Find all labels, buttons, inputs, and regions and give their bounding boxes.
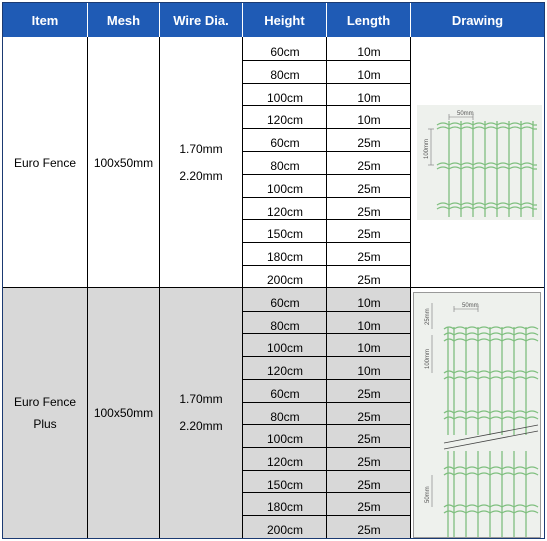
euro-fence-plus-mesh-icon: [414, 293, 540, 537]
height-cell: 180cm: [266, 500, 304, 515]
length-cell: 10m: [357, 113, 381, 128]
row-divider: [243, 515, 411, 516]
wire-label: 1.70mm: [179, 141, 223, 156]
height-cell: 80cm: [270, 318, 300, 333]
length-cell: 25m: [357, 181, 381, 196]
row-divider: [243, 83, 411, 84]
row-divider: [243, 174, 411, 175]
length-cell: 25m: [357, 477, 381, 492]
mesh-label: 100x50mm: [93, 406, 154, 420]
row-divider: [243, 379, 411, 380]
height-cell: 120cm: [266, 364, 304, 379]
length-cell: 25m: [357, 386, 381, 401]
dimension-label: 100mm: [424, 138, 430, 159]
header-drawing: Drawing: [411, 3, 544, 37]
height-cell: 80cm: [270, 159, 300, 173]
row-divider: [243, 492, 411, 493]
wire-label: 2.20mm: [179, 419, 223, 433]
length-cell: 10m: [357, 90, 381, 105]
row-divider: [243, 265, 411, 266]
item-label: Euro Fence: [13, 395, 77, 409]
item-label: Euro Fence: [13, 155, 77, 170]
length-cell: 25m: [357, 523, 381, 537]
height-cell: 60cm: [270, 136, 300, 151]
height-cell: 120cm: [266, 204, 304, 219]
header-item: Item: [3, 3, 88, 37]
row-divider: [243, 151, 411, 152]
row-divider: [243, 105, 411, 106]
length-cell: 25m: [357, 409, 381, 424]
dimension-label: 50mm: [462, 303, 479, 309]
dimension-label: 100mm: [425, 348, 431, 369]
row-divider: [243, 242, 411, 243]
section-divider: [3, 287, 544, 288]
length-cell: 25m: [357, 227, 381, 242]
mesh-euro-fence-plus: [88, 288, 160, 538]
row-divider: [243, 470, 411, 471]
product-spec-table: [2, 2, 545, 539]
length-cell: 10m: [357, 318, 381, 333]
item-euro-fence-plus: [3, 288, 88, 538]
row-divider: [243, 197, 411, 198]
height-cell: 100cm: [266, 90, 304, 105]
row-divider: [243, 424, 411, 425]
length-cell: 25m: [357, 273, 381, 287]
column-divider: [410, 37, 411, 538]
euro-fence-plus-drawing: [413, 292, 541, 538]
height-cell: 100cm: [266, 181, 304, 196]
height-cell: 100cm: [266, 432, 304, 447]
length-cell: 10m: [357, 296, 381, 310]
header-length: Length: [327, 3, 411, 37]
height-cell: 150cm: [266, 477, 304, 492]
length-cell: 25m: [357, 500, 381, 515]
length-cell: 10m: [357, 364, 381, 379]
length-cell: 10m: [357, 45, 381, 59]
row-divider: [243, 60, 411, 61]
column-divider: [326, 37, 327, 538]
height-cell: 180cm: [266, 250, 304, 265]
euro-fence-drawing: [417, 105, 542, 220]
length-cell: 25m: [357, 432, 381, 447]
height-cell: 120cm: [266, 454, 304, 469]
row-divider: [243, 311, 411, 312]
row-divider: [243, 333, 411, 334]
dimension-label: 25mm: [425, 308, 431, 325]
length-cell: 25m: [357, 454, 381, 469]
mesh-label: 100x50mm: [93, 155, 154, 170]
height-cell: 80cm: [270, 409, 300, 424]
length-cell: 10m: [357, 341, 381, 356]
item-label: Plus: [33, 417, 57, 431]
wire-label: 2.20mm: [179, 168, 223, 183]
height-cell: 120cm: [266, 113, 304, 128]
item-euro-fence: [3, 37, 88, 288]
length-cell: 25m: [357, 250, 381, 265]
height-cell: 60cm: [270, 45, 300, 59]
height-cell: 60cm: [270, 296, 300, 310]
length-cell: 25m: [357, 159, 381, 173]
height-cell: 150cm: [266, 227, 304, 242]
row-divider: [243, 356, 411, 357]
header-wire-dia: Wire Dia.: [160, 3, 243, 37]
wire-euro-fence-plus: [160, 288, 243, 538]
height-cell: 100cm: [266, 341, 304, 356]
dimension-label: 50mm: [425, 486, 431, 503]
length-cell: 10m: [357, 67, 381, 82]
wire-label: 1.70mm: [179, 392, 223, 406]
height-cell: 80cm: [270, 67, 300, 82]
height-cell: 200cm: [266, 273, 304, 287]
row-divider: [243, 447, 411, 448]
mesh-euro-fence: [88, 37, 160, 288]
euro-fence-mesh-icon: [417, 105, 542, 220]
length-cell: 25m: [357, 204, 381, 219]
header-height: Height: [243, 3, 327, 37]
dimension-label: 50mm: [457, 111, 474, 117]
header-mesh: Mesh: [88, 3, 160, 37]
wire-euro-fence: [160, 37, 243, 288]
height-cell: 200cm: [266, 523, 304, 537]
height-cell: 60cm: [270, 386, 300, 401]
row-divider: [243, 128, 411, 129]
row-divider: [243, 219, 411, 220]
length-cell: 25m: [357, 136, 381, 151]
row-divider: [243, 402, 411, 403]
